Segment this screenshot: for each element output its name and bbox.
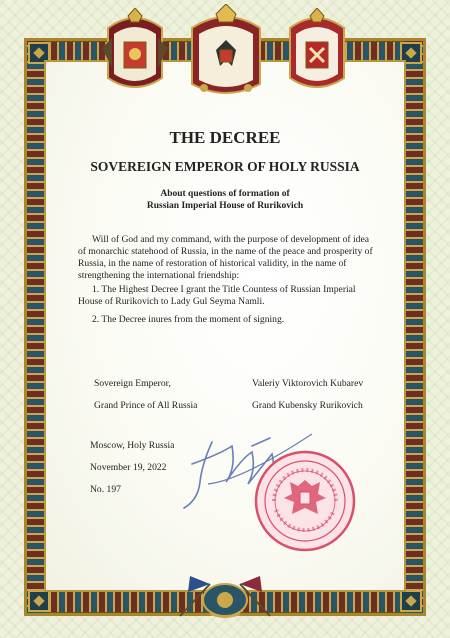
decree-subtitle: SOVEREIGN EMPEROR OF HOLY RUSSIA	[90, 159, 360, 174]
signatory-title-1: Sovereign Emperor,	[94, 378, 171, 389]
corner-ornament-icon	[400, 590, 422, 612]
decree-about	[0, 188, 450, 212]
decree-number: No. 197	[90, 484, 121, 495]
decree-preamble: Will of God and my command, with the purpose of development of idea of monarchic statehood of Russia, in the name of the peace and prosperity of Russia, in the name of restoration of historical validity, in the name of strengthening the international friendship:	[78, 234, 373, 281]
border-band-left	[27, 41, 45, 613]
signatory-rank: Grand Kubensky Rurikovich	[252, 400, 363, 411]
left-coat-of-arms-icon	[98, 8, 172, 100]
about-line-1: About questions of formation of	[160, 189, 290, 199]
corner-ornament-icon	[28, 590, 50, 612]
right-coat-of-arms-icon	[280, 8, 354, 100]
signatory-name: Valeriy Viktorovich Kubarev	[252, 378, 364, 389]
decree-date: November 19, 2022	[90, 462, 167, 473]
decree-title: THE DECREE	[169, 128, 281, 147]
decree-clause-2: 2. The Decree inures from the moment of signing.	[92, 314, 285, 325]
decree-clause-1: 1. The Highest Decree I grant the Title Countess of Russian Imperial House of Rurikovich to Lady Gul Seyma Namli.	[78, 284, 356, 307]
border-band-right	[405, 41, 423, 613]
crossed-flags-emblem-icon	[170, 570, 280, 620]
about-line-2: Russian Imperial House of Rurikovich	[146, 201, 304, 211]
official-seal-icon	[254, 450, 356, 552]
signatory-title-2: Grand Prince of All Russia	[94, 400, 198, 411]
decree-place: Moscow, Holy Russia	[90, 440, 175, 451]
center-imperial-coat-of-arms-icon	[186, 4, 266, 104]
